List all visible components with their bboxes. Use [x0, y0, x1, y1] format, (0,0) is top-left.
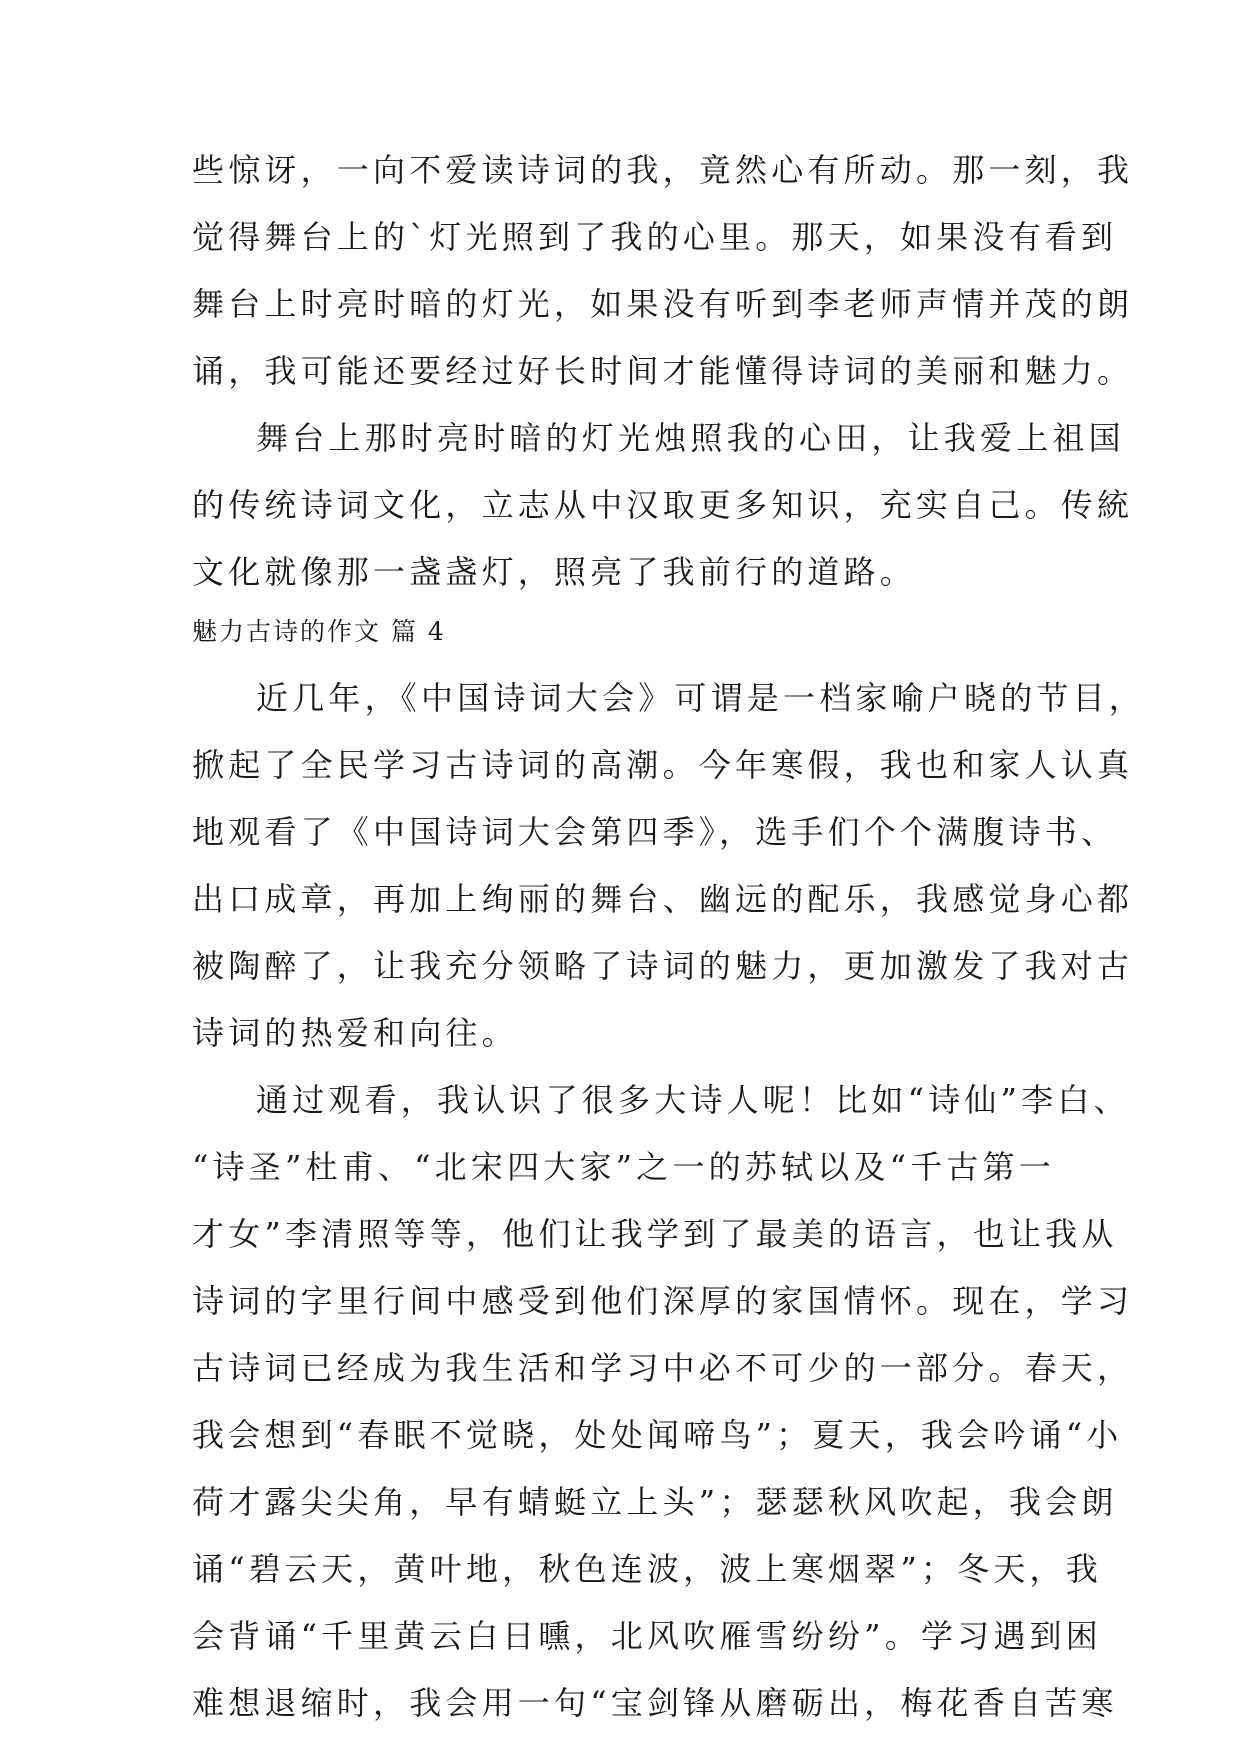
- paragraph-line: 舞台上时亮时暗的灯光，如果没有听到李老师声情并茂的朗: [192, 285, 1134, 323]
- paragraph-line: 诗词的字里行间中感受到他们深厚的家国情怀。现在，学习: [192, 1282, 1134, 1320]
- paragraph-line: 难想退缩时，我会用一句“宝剑锋从磨砺出，梅花香自苦寒: [192, 1684, 1118, 1722]
- paragraph-line: 被陶醉了，让我充分领略了诗词的魅力，更加激发了我对古: [192, 947, 1134, 985]
- paragraph-line: 觉得舞台上的`灯光照到了我的心里。那天，如果没有看到: [192, 218, 1118, 256]
- paragraph-line: 掀起了全民学习古诗词的高潮。今年寒假，我也和家人认真: [192, 746, 1134, 784]
- section-heading: 魅力古诗的作文 篇 4: [192, 617, 446, 646]
- paragraph-line: 诵“碧云天，黄叶地，秋色连波，波上寒烟翠”；冬天，我: [192, 1550, 1102, 1588]
- paragraph-line: 近几年，《中国诗词大会》可谓是一档家喻户晓的节目，: [256, 679, 1146, 717]
- paragraph-line: 才女”李清照等等，他们让我学到了最美的语言，也让我从: [192, 1215, 1118, 1253]
- paragraph-line: 文化就像那一盏盏灯，照亮了我前行的道路。: [192, 553, 917, 591]
- paragraph-line: 地观看了《中国诗词大会第四季》，选手们个个满腹诗书、: [192, 813, 1118, 851]
- paragraph-line: 通过观看，我认识了很多大诗人呢！比如“诗仙”李白、: [256, 1081, 1130, 1119]
- paragraph-line: 诵，我可能还要经过好长时间才能懂得诗词的美丽和魅力。: [192, 352, 1134, 390]
- paragraph-line: 的传统诗词文化，立志从中汉取更多知识，充实自己。传統: [192, 486, 1134, 524]
- paragraph-line: 会背诵“千里黄云白日曛，北风吹雁雪纷纷”。学习遇到困: [192, 1617, 1102, 1655]
- paragraph-line: 些惊讶，一向不爱读诗词的我，竟然心有所动。那一刻，我: [192, 151, 1134, 189]
- paragraph-line: 出口成章，再加上绚丽的舞台、幽远的配乐，我感觉身心都: [192, 880, 1134, 918]
- paragraph-line: 舞台上那时亮时暗的灯光烛照我的心田，让我爱上祖国: [256, 419, 1125, 457]
- paragraph-line: 荷才露尖尖角，早有蜻蜓立上头”；瑟瑟秋风吹起，我会朗: [192, 1483, 1118, 1521]
- paragraph-line: 诗词的热爱和向往。: [192, 1014, 518, 1052]
- paragraph-line: 古诗词已经成为我生活和学习中必不可少的一部分。春天，: [192, 1349, 1134, 1387]
- paragraph-line: 我会想到“春眠不觉晓，处处闻啼鸟”；夏天，我会吟诵“小: [192, 1416, 1123, 1454]
- paragraph-line: “诗圣”杜甫、“北宋四大家”之一的苏轼以及“千古第一: [192, 1148, 1055, 1186]
